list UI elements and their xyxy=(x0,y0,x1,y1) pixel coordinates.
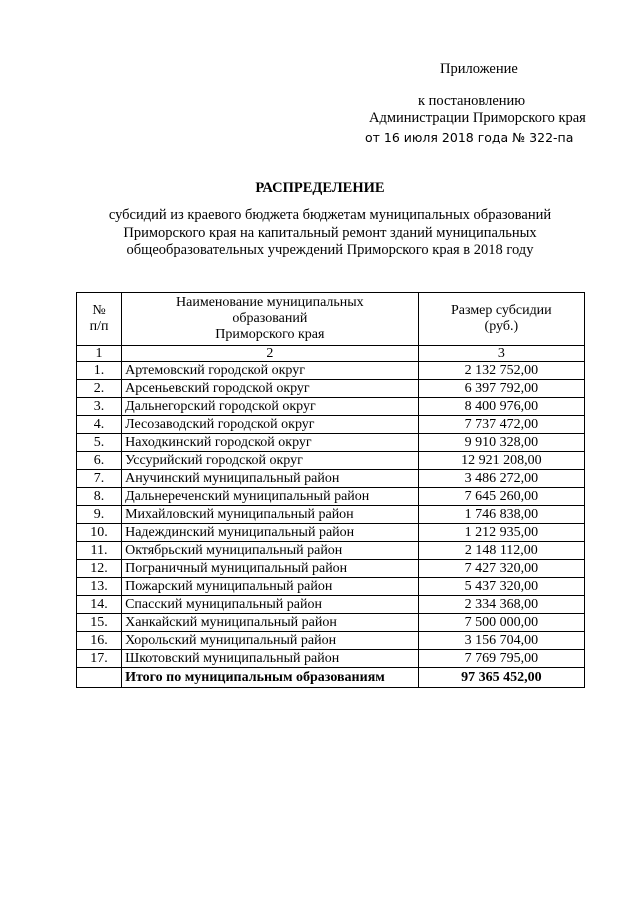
municipality-name: Лесозаводский городской округ xyxy=(122,416,419,434)
subsidy-amount: 2 148 112,00 xyxy=(418,542,584,560)
subsidy-amount: 2 334 368,00 xyxy=(418,596,584,614)
table-row xyxy=(77,380,585,398)
subsidy-amount: 3 156 704,00 xyxy=(418,632,584,650)
subsidy-amount: 6 397 792,00 xyxy=(418,380,584,398)
row-number: 2. xyxy=(77,380,122,398)
document-title: РАСПРЕДЕЛЕНИЕ xyxy=(255,180,385,196)
subtitle-line-3: общеобразовательных учреждений Приморского края в 2018 году xyxy=(126,242,534,258)
table-row xyxy=(77,596,585,614)
row-number: 11. xyxy=(77,542,122,560)
table-row xyxy=(77,650,585,668)
municipality-name: Дальнегорский городской округ xyxy=(122,398,419,416)
municipality-name: Артемовский городской округ xyxy=(122,362,419,380)
column-number: 2 xyxy=(122,346,419,362)
subsidy-table xyxy=(76,292,585,688)
header-number: № п/п xyxy=(77,293,122,346)
subsidy-amount: 7 645 260,00 xyxy=(418,488,584,506)
row-number: 13. xyxy=(77,578,122,596)
table-header-row xyxy=(77,293,585,346)
subsidy-amount: 5 437 320,00 xyxy=(418,578,584,596)
subsidy-amount: 3 486 272,00 xyxy=(418,470,584,488)
row-number: 1. xyxy=(77,362,122,380)
municipality-name: Михайловский муниципальный район xyxy=(122,506,419,524)
table-row xyxy=(77,416,585,434)
row-number: 10. xyxy=(77,524,122,542)
municipality-name: Ханкайский муниципальный район xyxy=(122,614,419,632)
subsidy-amount: 8 400 976,00 xyxy=(418,398,584,416)
total-amount: 97 365 452,00 xyxy=(418,668,584,688)
row-number: 5. xyxy=(77,434,122,452)
municipality-name: Хорольский муниципальный район xyxy=(122,632,419,650)
resolution-ref: к постановлению xyxy=(418,93,526,109)
subtitle-line-1: субсидий из краевого бюджета бюджетам муниципальных образований xyxy=(108,207,552,223)
resolution-date-number: от 16 июля 2018 года № 322-па xyxy=(365,130,574,145)
total-row xyxy=(77,668,585,688)
row-number: 6. xyxy=(77,452,122,470)
row-number: 16. xyxy=(77,632,122,650)
table-row xyxy=(77,488,585,506)
total-label: Итого по муниципальным образованиям xyxy=(122,668,419,688)
table-row xyxy=(77,632,585,650)
row-number: 9. xyxy=(77,506,122,524)
table-row xyxy=(77,362,585,380)
header-name: Наименование муниципальных образований Приморского края xyxy=(122,293,419,346)
row-number: 4. xyxy=(77,416,122,434)
column-numbers-row xyxy=(77,346,585,362)
municipality-name: Находкинский городской округ xyxy=(122,434,419,452)
subsidy-amount: 1 746 838,00 xyxy=(418,506,584,524)
column-number: 1 xyxy=(77,346,122,362)
subsidy-amount: 7 769 795,00 xyxy=(418,650,584,668)
subsidy-amount: 2 132 752,00 xyxy=(418,362,584,380)
municipality-name: Октябрьский муниципальный район xyxy=(122,542,419,560)
header-amount: Размер субсидии (руб.) xyxy=(418,293,584,346)
subsidy-amount: 12 921 208,00 xyxy=(418,452,584,470)
municipality-name: Шкотовский муниципальный район xyxy=(122,650,419,668)
municipality-name: Надеждинский муниципальный район xyxy=(122,524,419,542)
subsidy-amount: 7 427 320,00 xyxy=(418,560,584,578)
municipality-name: Пожарский муниципальный район xyxy=(122,578,419,596)
row-number: 7. xyxy=(77,470,122,488)
row-number: 17. xyxy=(77,650,122,668)
subsidy-amount: 7 500 000,00 xyxy=(418,614,584,632)
table-row xyxy=(77,398,585,416)
table-row xyxy=(77,470,585,488)
row-number: 3. xyxy=(77,398,122,416)
row-number: 12. xyxy=(77,560,122,578)
row-number: 15. xyxy=(77,614,122,632)
municipality-name: Анучинский муниципальный район xyxy=(122,470,419,488)
column-number: 3 xyxy=(418,346,584,362)
municipality-name: Арсеньевский городской округ xyxy=(122,380,419,398)
row-number: 8. xyxy=(77,488,122,506)
total-empty-cell xyxy=(77,668,122,688)
table-row xyxy=(77,614,585,632)
municipality-name: Дальнереченский муниципальный район xyxy=(122,488,419,506)
municipality-name: Спасский муниципальный район xyxy=(122,596,419,614)
table-row xyxy=(77,524,585,542)
municipality-name: Пограничный муниципальный район xyxy=(122,560,419,578)
table-row xyxy=(77,506,585,524)
subsidy-amount: 1 212 935,00 xyxy=(418,524,584,542)
subsidy-amount: 7 737 472,00 xyxy=(418,416,584,434)
appendix-label: Приложение xyxy=(440,61,518,77)
table-row xyxy=(77,452,585,470)
issuer: Администрации Приморского края xyxy=(369,110,586,126)
subsidy-amount: 9 910 328,00 xyxy=(418,434,584,452)
row-number: 14. xyxy=(77,596,122,614)
table-row xyxy=(77,578,585,596)
municipality-name: Уссурийский городской округ xyxy=(122,452,419,470)
document-subtitle xyxy=(95,207,565,260)
subtitle-line-2: Приморского края на капитальный ремонт зданий муниципальных xyxy=(123,224,537,241)
table-row xyxy=(77,560,585,578)
table-row xyxy=(77,434,585,452)
table-row xyxy=(77,542,585,560)
